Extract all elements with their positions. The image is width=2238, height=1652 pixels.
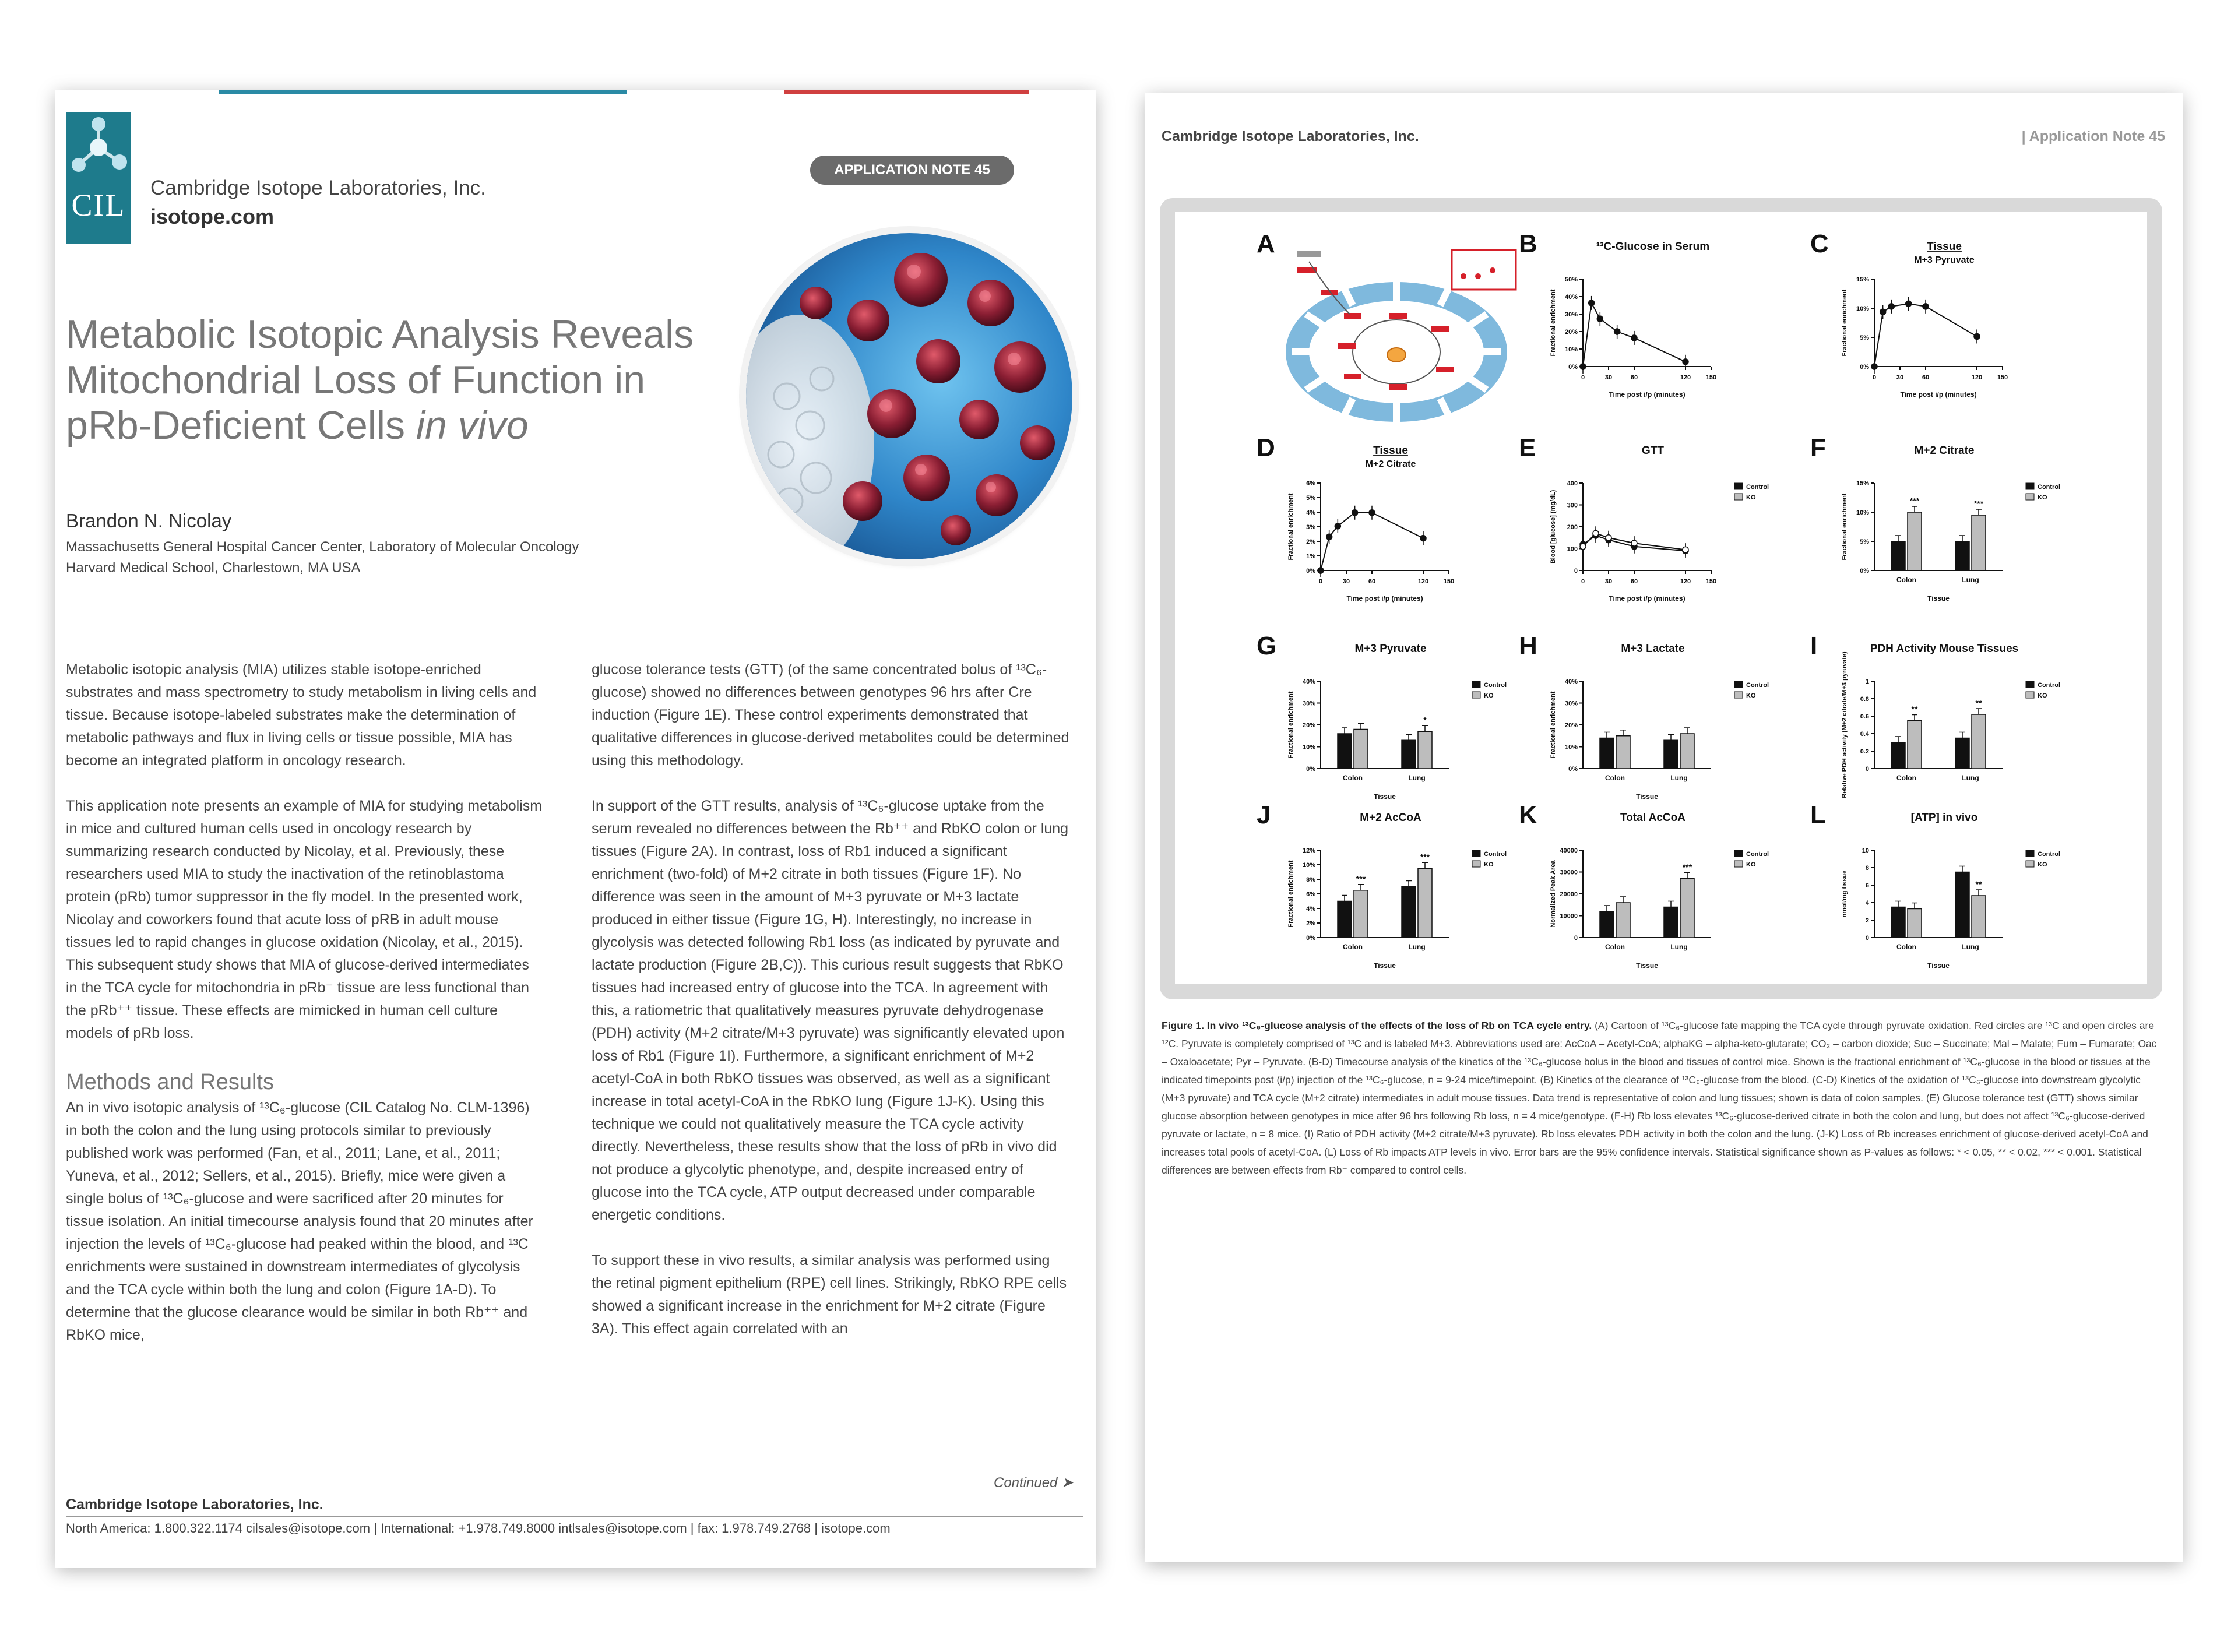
panel-label-E: E [1519, 434, 1536, 462]
y-tick-label: 300 [1567, 502, 1578, 509]
x-category-label: Lung [1962, 774, 1979, 782]
chart-B [1542, 233, 1793, 407]
legend-swatch [2026, 494, 2034, 500]
legend-swatch [1472, 681, 1480, 688]
data-point [1906, 301, 1912, 307]
bar-control [1600, 738, 1614, 769]
y-tick-label: 6% [1306, 480, 1315, 487]
data-point [1589, 300, 1595, 306]
x-category-label: Colon [1343, 943, 1363, 951]
significance-marker: *** [1356, 873, 1366, 883]
legend-label: KO [1484, 861, 1494, 868]
paragraph: glucose tolerance tests (GTT) (of the same concentrated bolus of ¹³C₆-glucose) showed no differences between genotypes 96 hrs after Cre induction (Figure 1E). These control experiments demonstrated that qualitative differences in glucose-derived metabolites could be determined using this methodology. [592, 661, 1069, 769]
significance-marker: ** [1911, 704, 1918, 714]
data-point [1614, 329, 1620, 334]
legend-swatch [2026, 483, 2034, 489]
y-tick-label: 0% [1306, 766, 1315, 773]
x-tick-label: 0 [1872, 374, 1877, 381]
y-tick-label: 15% [1856, 480, 1869, 487]
y-tick-label: 40000 [1560, 847, 1578, 854]
title-line-1: Metabolic Isotopic Analysis Reveals [66, 312, 694, 357]
panel-label-F: F [1810, 434, 1826, 462]
panel-label-H: H [1519, 632, 1537, 660]
y-tick-label: 6% [1306, 891, 1315, 898]
x-category-label: Colon [1605, 774, 1625, 782]
y-tick-label: 20% [1564, 329, 1578, 336]
y-axis-label: Fractional enrichment [1287, 691, 1294, 759]
tca-cycle-diagram [1286, 244, 1519, 431]
chart-E [1542, 436, 1793, 611]
y-tick-label: 400 [1567, 480, 1578, 487]
x-tick-label: 0 [1581, 374, 1585, 381]
author-affiliation [66, 537, 579, 579]
x-category-label: Colon [1605, 943, 1625, 951]
molecule-icon [66, 112, 131, 177]
chart-title: ¹³C-Glucose in Serum [1596, 241, 1710, 253]
legend-swatch [2026, 850, 2034, 857]
y-tick-label: 20% [1302, 722, 1315, 729]
data-point [1888, 304, 1894, 309]
caption-body: (A) Cartoon of ¹³C₆-glucose fate mapping the TCA cycle through pyruvate oxidation. Red circles are ¹³C and open circles are ¹²C. Pyruvate is completely comprised of ¹³C and is labeled M+3. Abbreviations used are: AcCoA – Acetyl-CoA; alphaKG – alpha-keto-glutarate; CO₂ – carbon dioxide; Suc – Succinate; Mal – Malate; Fum – Fumarate; Oac – Oxaloacetate; Pyr – Pyruvate. (B-D) Timecourse analysis of the kinetics of the ¹³C₆-glucose bolus in the blood and tissues of control mice. Shown is the fractional enrichment of ¹³C₆-glucose in the blood or tissues at the indicated timepoints post (i/p) injection of the ¹³C₆-glucose, n = 9-24 mice/timepoint. (B) Kinetics of the clearance of ¹³C₆-glucose from the blood. (C-D) Kinetics of the oxidation of ¹³C₆-glucose into downstream glycolytic (M+3 pyruvate) and TCA cycle (M+2 citrate) intermediates in adult mouse tissues. Data trend is representative of colon and lung tissues; shown is data of colon samples. (E) Glucose tolerance test (GTT) shows similar glucose absorption between genotypes in mice after 96 hrs following Rb loss, n = 4 mice/genotype. (F-H) Rb loss elevates ¹³C₆-glucose-derived citrate in both the colon and lung, but does not affect ¹³C₆-glucose-derived pyruvate or lactate, n = 8 mice. (I) Ratio of PDH activity (M+2 citrate/M+3 pyruvate). Rb loss elevates PDH activity in both the colon and the lung. (J-K) Loss of Rb increases enrichment of glucose-derived acetyl-CoA and increases total pools of acetyl-CoA. (L) Loss of Rb impacts ATP levels in vivo. Error bars are the 95% confidence intervals. Statistical significance shown as P-values as follows: * < 0.05, ** < 0.02, *** < 0.001. Statistical differences are between effects from Rb⁻ compared to control cells. [1162, 1020, 2157, 1176]
paragraph: In support of the GTT results, analysis of ¹³C₆-glucose uptake from the serum revealed no differences between the Rb⁺⁺ and RbKO colon or lung tissues (Figure 2A). In contrast, loss of Rb1 induced a significant enrichment (two-fold) of M+2 citrate in both tissues (Figure 1F). No difference was seen in the amount of M+3 pyruvate or M+3 lactate produced in either tissue (Figure 1G, H). Interestingly, no increase in glycolysis was detected following Rb1 loss (as indicated by pyruvate and lactate production (Figure 2B,C)). This curious result suggests that RbKO tissues had increased entry of glucose into the TCA. In agreement with this, a ratiometric that qualitatively measures pyruvate dehydrogenase (PDH) activity (M+2 citrate/M+3 pyruvate) was significantly elevated upon loss of Rb1 (Figure 1I). Furthermore, a significant enrichment of M+2 acetyl-CoA in both RbKO tissues was observed, as well as a significant increase in total acetyl-CoA in the RbKO lung (Figure 1J-K). Using this technique we could not qualitatively measure the TCA cycle activity directly. Nevertheless, these results show that the loss of pRb in vivo did not produce a glycolytic phenotype, and, despite increased entry of glucose into the TCA cycle, ATP output decreased under comparable energetic conditions. [592, 798, 1069, 1223]
x-tick-label: 120 [1417, 578, 1429, 585]
y-tick-label: 0 [1865, 935, 1869, 942]
x-tick-label: 30 [1604, 374, 1613, 381]
panel-label-L: L [1810, 801, 1826, 829]
x-tick-label: 60 [1368, 578, 1376, 585]
chart-title: M+3 Lactate [1621, 643, 1685, 655]
y-axis-label: Fractional enrichment [1550, 289, 1557, 357]
bar-ko [1616, 736, 1630, 769]
panel-label-J: J [1257, 801, 1271, 829]
y-tick-label: 8 [1865, 865, 1869, 872]
y-tick-label: 10% [1302, 744, 1315, 751]
x-axis-label: Tissue [1636, 961, 1658, 970]
y-tick-label: 0 [1574, 568, 1578, 575]
data-point [1880, 309, 1886, 315]
legend-swatch [1472, 850, 1480, 857]
y-tick-label: 30% [1564, 700, 1578, 707]
bar-control [1664, 740, 1678, 769]
y-tick-label: 10% [1564, 346, 1578, 353]
data-point [1318, 568, 1324, 573]
y-tick-label: 4% [1306, 509, 1315, 516]
chart-subtitle: M+2 Citrate [1365, 459, 1416, 469]
title-line-3-text: pRb-Deficient Cells [66, 403, 416, 448]
legend-label: Control [1484, 682, 1507, 689]
significance-marker: *** [1909, 496, 1920, 505]
bar-control [1338, 734, 1352, 769]
y-tick-label: 0 [1865, 766, 1869, 773]
x-tick-label: 150 [1997, 374, 2008, 381]
application-note-page-2 [1145, 93, 2183, 1562]
y-axis-label: Fractional enrichment [1287, 860, 1294, 928]
x-tick-label: 120 [1971, 374, 1983, 381]
chart-title: M+2 AcCoA [1360, 812, 1421, 824]
chart-K [1542, 804, 1793, 978]
y-tick-label: 5% [1860, 538, 1869, 545]
company-name: Cambridge Isotope Laboratories, Inc. [150, 177, 486, 199]
chart-title: PDH Activity Mouse Tissues [1870, 643, 2019, 655]
chart-F [1834, 436, 2084, 611]
data-point [1420, 536, 1426, 541]
legend-label: Control [2038, 682, 2061, 689]
x-category-label: Lung [1670, 774, 1688, 782]
bar-ko [1354, 730, 1368, 769]
x-category-label: Lung [1670, 943, 1688, 951]
top-accent-bar-blue [219, 90, 627, 94]
y-tick-label: 20000 [1560, 891, 1578, 898]
bar-ko [1908, 512, 1922, 570]
y-tick-label: 0% [1568, 766, 1578, 773]
y-tick-label: 200 [1567, 524, 1578, 531]
bar-ko [1418, 731, 1432, 769]
affiliation-line-2: Harvard Medical School, Charlestown, MA USA [66, 560, 361, 576]
bar-control [1955, 872, 1969, 938]
footer-contact-info: North America: 1.800.322.1174 cilsales@isotope.com | International: +1.978.749.8000 intlsales@isotope.com | fax: 1.978.749.2768 | isotope.com [66, 1521, 891, 1535]
x-axis-label: Tissue [1374, 961, 1396, 970]
body-column-right [592, 658, 1069, 1363]
y-tick-label: 0% [1306, 935, 1315, 942]
data-point [1631, 540, 1637, 546]
chart-J [1280, 804, 1530, 978]
y-tick-label: 2% [1306, 920, 1315, 927]
data-point [1593, 530, 1599, 536]
x-axis-label: Tissue [1927, 961, 1950, 970]
y-tick-label: 6 [1865, 882, 1869, 889]
y-tick-label: 100 [1567, 545, 1578, 553]
x-category-label: Colon [1896, 774, 1916, 782]
panel-label-D: D [1257, 434, 1275, 462]
legend-swatch [1734, 692, 1743, 698]
y-tick-label: 4% [1306, 906, 1315, 913]
x-tick-label: 30 [1604, 578, 1613, 585]
paragraph: An in vivo isotopic analysis of ¹³C₆-glucose (CIL Catalog No. CLM-1396) in both the colon and the lung using protocols similar to previously published work was performed (Fan, et al., 2011; Lane, et al., 2011; Yuneva, et al., 2012; Sellers, et al., 2015). Briefly, mice were given a single bolus of ¹³C₆-glucose and were sacrificed after 20 minutes for tissue isolation. An initial timecourse analysis found that 20 minutes after injection the levels of ¹³C₆-glucose had peaked within the blood, and ¹³C enrichments were sustained in downstream intermediates of glycolysis and the TCA cycle within both the lung and colon (Figure 1A-D). To determine that the glucose clearance would be similar in both Rb⁺⁺ and RbKO mice, [66, 1100, 533, 1343]
chart-title: Tissue [1373, 445, 1408, 457]
significance-marker: ** [1975, 698, 1982, 707]
y-tick-label: 1% [1306, 553, 1315, 560]
y-tick-label: 12% [1302, 847, 1315, 854]
y-tick-label: 0 [1574, 935, 1578, 942]
legend-label: KO [2038, 861, 2047, 868]
page-title [66, 312, 707, 448]
y-tick-label: 1 [1865, 678, 1869, 685]
bar-ko [1616, 903, 1630, 938]
data-point [1597, 316, 1603, 322]
cil-logo [66, 112, 131, 244]
bar-ko [1908, 909, 1922, 938]
chart-title: [ATP] in vivo [1910, 812, 1978, 824]
x-category-label: Colon [1896, 576, 1916, 584]
panel-label-G: G [1257, 632, 1277, 660]
y-tick-label: 0.6 [1860, 713, 1869, 720]
bar-control [1955, 738, 1969, 769]
bar-control [1338, 901, 1352, 938]
legend-swatch [1472, 692, 1480, 698]
legend-swatch [1734, 850, 1743, 857]
title-italic: in vivo [416, 403, 529, 448]
x-tick-label: 150 [1443, 578, 1455, 585]
legend-swatch [2026, 681, 2034, 688]
figure-caption [1162, 1017, 2161, 1179]
legend-box [1452, 250, 1516, 290]
panel-label-K: K [1519, 801, 1537, 829]
panel-label-B: B [1519, 230, 1537, 258]
x-tick-label: 120 [1680, 374, 1691, 381]
y-tick-label: 10% [1564, 744, 1578, 751]
legend-label: KO [2038, 692, 2047, 699]
x-tick-label: 30 [1342, 578, 1350, 585]
chart-L [1834, 804, 2084, 978]
bar-control [1402, 887, 1416, 938]
chart-D [1280, 436, 1530, 611]
bar-control [1402, 740, 1416, 769]
top-accent-bar-red [784, 90, 1029, 94]
data-point [1631, 335, 1637, 341]
application-note-page-1 [55, 90, 1096, 1568]
bar-control [1955, 541, 1969, 570]
y-tick-label: 50% [1564, 276, 1578, 283]
data-point [1871, 364, 1877, 369]
footer-company: Cambridge Isotope Laboratories, Inc. [66, 1496, 323, 1513]
bar-control [1891, 541, 1905, 570]
y-tick-label: 30% [1302, 700, 1315, 707]
x-axis-label: Tissue [1374, 792, 1396, 801]
bar-control [1664, 907, 1678, 938]
y-tick-label: 10% [1856, 509, 1869, 516]
legend-label: KO [1746, 692, 1756, 699]
section-heading: Methods and Results [66, 1070, 274, 1094]
x-axis-label: Time post i/p (minutes) [1609, 390, 1685, 399]
x-category-label: Colon [1343, 774, 1363, 782]
y-tick-label: 0% [1306, 568, 1315, 575]
panel-label-I: I [1810, 632, 1818, 660]
bar-ko [1972, 896, 1986, 938]
y-axis-label: Blood [glucose] (mg/dL) [1550, 489, 1557, 564]
x-category-label: Colon [1896, 943, 1916, 951]
y-tick-label: 40% [1564, 678, 1578, 685]
y-axis-label: nmol/mg tissue [1841, 870, 1848, 918]
y-tick-label: 30% [1564, 311, 1578, 318]
y-axis-label: Fractional enrichment [1550, 691, 1557, 759]
caption-title: Figure 1. In vivo ¹³C₆-glucose analysis of the effects of the loss of Rb on TCA cycle entry. [1162, 1020, 1592, 1031]
significance-marker: *** [1973, 499, 1984, 508]
title-line-3 [66, 403, 707, 448]
y-tick-label: 0% [1860, 364, 1869, 371]
data-point [1974, 333, 1980, 339]
continued-link[interactable]: Continued ➤ [994, 1475, 1074, 1491]
x-tick-label: 150 [1705, 578, 1717, 585]
legend-swatch [2026, 861, 2034, 867]
data-point [1369, 510, 1375, 516]
bar-control [1891, 907, 1905, 938]
chart-title: M+2 Citrate [1914, 445, 1975, 457]
x-tick-label: 120 [1680, 578, 1691, 585]
y-axis-label: Fractional enrichment [1841, 493, 1848, 561]
significance-marker: *** [1682, 862, 1692, 872]
legend-swatch [1734, 483, 1743, 489]
x-tick-label: 30 [1896, 374, 1904, 381]
legend-label: KO [1746, 861, 1756, 868]
figure-1-panels [1175, 212, 2147, 984]
y-tick-label: 0% [1860, 568, 1869, 575]
x-tick-label: 0 [1318, 578, 1323, 585]
header-app-note: | Application Note 45 [2021, 128, 2165, 145]
bar-ko [1354, 890, 1368, 938]
y-axis-label: Relative PDH activity (M+2 citrate/M+3 pyruvate) [1841, 651, 1848, 798]
title-line-2: Mitochondrial Loss of Function in [66, 358, 646, 402]
x-tick-label: 60 [1630, 374, 1638, 381]
y-tick-label: 20% [1564, 722, 1578, 729]
chart-H [1542, 635, 1793, 809]
bar-ko [1972, 714, 1986, 769]
legend-label: KO [1484, 692, 1494, 699]
legend-swatch [1734, 681, 1743, 688]
legend-label: Control [1746, 484, 1769, 491]
chart-C [1834, 233, 2084, 407]
y-tick-label: 40% [1302, 678, 1315, 685]
data-point [1683, 359, 1688, 365]
y-tick-label: 30000 [1560, 869, 1578, 876]
significance-marker: * [1423, 715, 1427, 725]
y-tick-label: 2% [1306, 538, 1315, 545]
bar-control [1891, 742, 1905, 769]
data-point [1326, 534, 1332, 540]
data-point [1606, 535, 1611, 541]
y-tick-label: 10% [1856, 305, 1869, 312]
y-tick-label: 40% [1564, 294, 1578, 301]
chart-title: Total AcCoA [1620, 812, 1685, 824]
legend-swatch [1734, 494, 1743, 500]
data-point [1580, 544, 1586, 550]
y-tick-label: 0.4 [1860, 731, 1869, 738]
y-tick-label: 10 [1862, 847, 1869, 854]
y-tick-label: 0.8 [1860, 696, 1869, 703]
bar-control [1600, 911, 1614, 938]
bar-ko [1680, 879, 1694, 938]
y-tick-label: 10000 [1560, 913, 1578, 920]
figure-1-frame [1160, 198, 2162, 999]
bar-ko [1418, 868, 1432, 938]
website-link[interactable]: isotope.com [150, 205, 275, 228]
application-note-badge: APPLICATION NOTE 45 [810, 156, 1014, 185]
paragraph: Metabolic isotopic analysis (MIA) utilizes stable isotope-enriched substrates and mass spectrometry to study metabolism in living cells and tissue. Because isotope-labeled substrates make the determination of metabolic pathways and flux in living cells or tissue possible, MIA has become an integrated platform in oncology research. [66, 661, 537, 769]
legend-swatch [1734, 861, 1743, 867]
x-axis-label: Time post i/p (minutes) [1900, 390, 1977, 399]
legend-label: KO [2038, 494, 2047, 501]
legend-label: Control [1746, 682, 1769, 689]
chart-subtitle: M+3 Pyruvate [1914, 255, 1975, 265]
y-tick-label: 15% [1856, 276, 1869, 283]
chart-title: Tissue [1927, 241, 1962, 253]
legend-swatch [1472, 861, 1480, 867]
x-axis-label: Tissue [1927, 594, 1950, 603]
panel-label-A: A [1257, 230, 1275, 258]
data-point [1352, 510, 1358, 516]
footer-divider [66, 1516, 1083, 1517]
y-axis-label: Normalized Peak Area [1550, 860, 1557, 928]
panel-label-C: C [1810, 230, 1829, 258]
x-axis-label: Time post i/p (minutes) [1346, 594, 1423, 603]
legend-label: Control [1746, 851, 1769, 858]
legend-label: Control [2038, 851, 2061, 858]
chart-I [1834, 635, 2084, 809]
x-category-label: Lung [1408, 774, 1426, 782]
chart-title: M+3 Pyruvate [1354, 643, 1427, 655]
legend-label: KO [1746, 494, 1756, 501]
affiliation-line-1: Massachusetts General Hospital Cancer Center, Laboratory of Molecular Oncology [66, 539, 579, 555]
cell-illustration-image [746, 233, 1072, 559]
x-category-label: Lung [1962, 943, 1979, 951]
x-tick-label: 60 [1922, 374, 1930, 381]
x-category-label: Lung [1408, 943, 1426, 951]
bar-ko [1972, 515, 1986, 570]
legend-swatch [2026, 692, 2034, 698]
body-column-left [66, 658, 544, 1369]
author-name: Brandon N. Nicolay [66, 510, 232, 531]
x-category-label: Lung [1962, 576, 1979, 584]
y-tick-label: 4 [1865, 900, 1869, 907]
data-point [1335, 523, 1340, 529]
y-axis-label: Fractional enrichment [1287, 493, 1294, 561]
bar-ko [1680, 734, 1694, 769]
legend-label: Control [2038, 484, 2061, 491]
x-tick-label: 150 [1705, 374, 1717, 381]
x-tick-label: 60 [1630, 578, 1638, 585]
y-tick-label: 5% [1860, 334, 1869, 341]
logo-text: CIL [71, 188, 126, 223]
header-company: Cambridge Isotope Laboratories, Inc. [1162, 128, 1419, 145]
significance-marker: *** [1420, 852, 1430, 862]
y-tick-label: 0.2 [1860, 748, 1869, 755]
y-tick-label: 2 [1865, 917, 1869, 924]
paragraph: To support these in vivo results, a similar analysis was performed using the retinal pigment epithelium (RPE) cell lines. Strikingly, RbKO RPE cells showed a significant increase in the enrichment for M+2 citrate (Figure 3A). This effect again correlated with an [592, 1252, 1067, 1337]
chart-title: GTT [1642, 445, 1664, 457]
legend-label: Control [1484, 851, 1507, 858]
y-tick-label: 5% [1306, 495, 1315, 502]
paragraph: This application note presents an example of MIA for studying metabolism in mice and cultured human cells used in oncology research by summarizing research conducted by Nicolay, et al. Previously, these researchers used MIA to study the inactivation of the retinoblastoma protein (pRb) tumor suppressor in the fly model. In the presented work, Nicolay and coworkers found that acute loss of pRB in adult mouse tissues led to rapid changes in glucose oxidation (Nicolay, et al., 2015). This subsequent study shows that MIA of glucose-derived intermediates in the TCA cycle for mitochondria in pRb⁻ tissue are less functional than the pRb⁺⁺ tissue. These effects are mimicked in human cell culture models of pRb loss. [66, 798, 543, 1041]
y-tick-label: 8% [1306, 876, 1315, 883]
y-tick-label: 3% [1306, 524, 1315, 531]
data-point [1923, 304, 1929, 309]
bar-ko [1908, 721, 1922, 769]
data-point [1683, 547, 1688, 552]
y-axis-label: Fractional enrichment [1841, 289, 1848, 357]
y-tick-label: 0% [1568, 364, 1578, 371]
y-tick-label: 10% [1302, 862, 1315, 869]
x-axis-label: Tissue [1636, 792, 1658, 801]
x-tick-label: 0 [1581, 578, 1585, 585]
x-axis-label: Time post i/p (minutes) [1609, 594, 1685, 603]
series-line-control [1321, 513, 1423, 570]
data-point [1580, 364, 1586, 369]
chart-G [1280, 635, 1530, 809]
significance-marker: ** [1975, 879, 1982, 889]
